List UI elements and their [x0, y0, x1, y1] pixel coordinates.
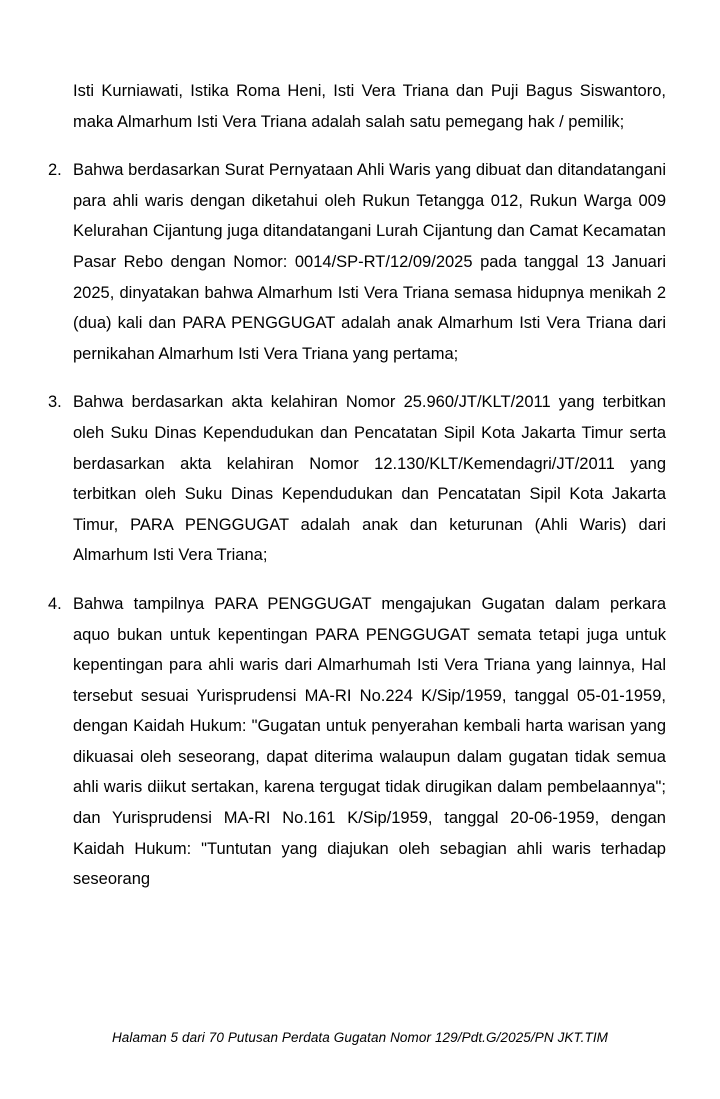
paragraph-text: Isti Kurniawati, Istika Roma Heni, Isti Vera Triana dan Puji Bagus Siswantoro, maka Almarhum Isti Vera Triana adalah salah satu pemegang hak / pemilik; — [73, 82, 666, 131]
list-marker-2: 2. — [48, 161, 62, 180]
list-marker-3: 3. — [48, 393, 62, 412]
paragraph-item-4 — [48, 589, 666, 895]
page-footer: Halaman 5 dari 70 Putusan Perdata Gugatan Nomor 129/Pdt.G/2025/PN JKT.TIM — [111, 1030, 609, 1045]
paragraph-text-2: Bahwa berdasarkan Surat Pernyataan Ahli Waris yang dibuat dan ditandatangani para ahli waris dengan diketahui oleh Rukun Tetangga 012, Rukun Warga 009 Kelurahan Cijantung juga ditandatangani Lurah Cijantung dan Camat Kecamatan Pasar Rebo dengan Nomor: 0014/SP-RT/12/09/2025 pada tanggal 13 Januari 2025, dinyatakan bahwa Almarhum Isti Vera Triana semasa hidupnya menikah 2 (dua) kali dan PARA PENGGUGAT adalah anak Almarhum Isti Vera Triana dari pernikahan Almarhum Isti Vera Triana yang pertama; — [73, 161, 666, 363]
document-body — [48, 76, 666, 895]
paragraph-item-3 — [48, 387, 666, 571]
paragraph-text-4: Bahwa tampilnya PARA PENGGUGAT mengajukan Gugatan dalam perkara aquo bukan untuk kepentingan PARA PENGGUGAT semata tetapi juga untuk kepentingan para ahli waris dari Almarhumah Isti Vera Triana yang lainnya, Hal tersebut sesuai Yurisprudensi MA-RI No.224 K/Sip/1959, tanggal 05-01-1959, dengan Kaidah Hukum: "Gugatan untuk penyerahan kembali harta warisan yang dikuasai oleh seseorang, dapat diterima walaupun dalam gugatan tidak semua ahli waris diikut sertakan, karena tergugat tidak dirugikan dalam pembelaannya"; dan Yurisprudensi MA-RI No.161 K/Sip/1959, tanggal 20-06-1959, dengan Kaidah Hukum: "Tuntutan yang diajukan oleh sebagian ahli waris terhadap seseorang — [73, 594, 666, 889]
paragraph-text-3: Bahwa berdasarkan akta kelahiran Nomor 25.960/JT/KLT/2011 yang terbitkan oleh Suku Dinas Kependudukan dan Pencatatan Sipil Kota Jakarta Timur serta berdasarkan akta kelahiran Nomor 12.130/KLT/Kemendagri/JT/2011 yang terbitkan oleh Suku Dinas Kependudukan dan Pencatatan Sipil Kota Jakarta Timur, PARA PENGGUGAT adalah anak dan keturunan (Ahli Waris) dari Almarhum Isti Vera Triana; — [73, 393, 666, 565]
paragraph-item-2 — [48, 155, 666, 369]
paragraph-continuation — [48, 76, 666, 137]
list-marker-4: 4. — [48, 594, 62, 613]
